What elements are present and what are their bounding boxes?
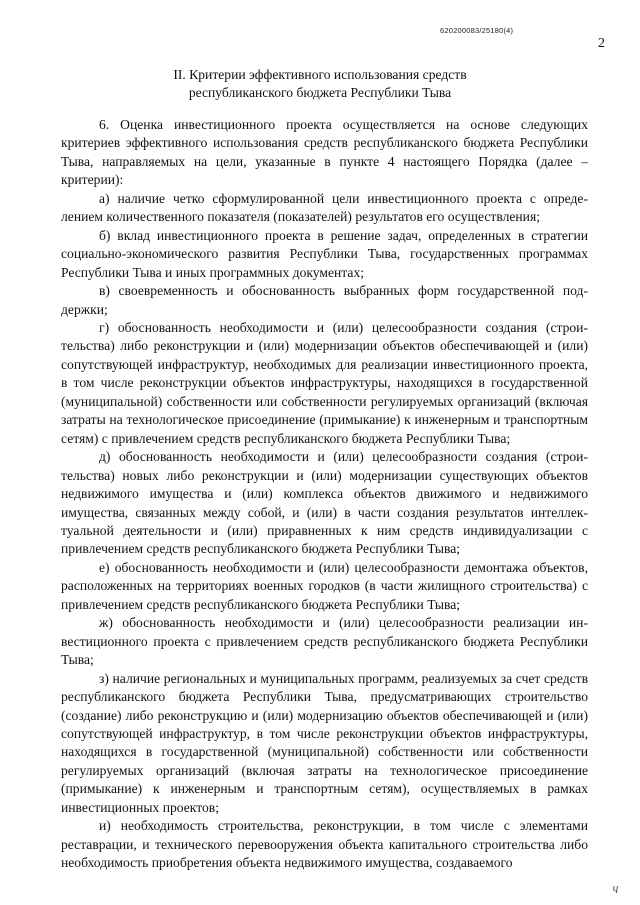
page-number: 2 bbox=[598, 36, 605, 51]
criterion-z: з) наличие региональных и муниципальных программ, реализуемых за счет средств республиканского бюджета Республики Тыва, предусматривающих строительство (создание) либо реконструкцию и (или) модернизацию объектов обеспечивающей и (или) сопутствующей инфраструктур, в том числе реконструкции объектов инфраструктуры, находящихся в государственной (муниципальной) собственности или собственности регулируемых организаций (включая затраты на технологическое присоединение (примыкание) к инженерным и транспортным сетям), осуществляемых в рамках инвестиционных проектов; bbox=[61, 670, 588, 815]
criterion-v: в) своевременность и обоснованность выбранных форм государственной поддержки; bbox=[61, 283, 588, 317]
section-heading-line-1: II. Критерии эффективного использования средств bbox=[173, 67, 467, 82]
criterion-a: а) наличие четко сформулированной цели инвестиционного проекта с определением количественного показателя (показателей) результатов его осуществления; bbox=[61, 190, 588, 225]
criterion-d: д) обоснованность необходимости и (или) целесообразности создания (строительства) новых либо реконструкции и (или) модернизации существующих объектов недвижимого имущества и (или) комплекса объектов движимого и недвижимого имущества, связанных между собой, и (или) в части создания результатов интеллектуальной деятельности и (или) приравненных к ним средств индивидуализации с привлечением средств республиканского бюджета Республики Тыва; bbox=[61, 449, 588, 557]
handwritten-mark: Ч bbox=[612, 885, 619, 895]
criterion-b: б) вклад инвестиционного проекта в решение задач, определенных в стратегии социально-экономического развития Республики Тыва, государственных программах Республики Тыва и иных программных документах; bbox=[61, 227, 588, 280]
criterion-zh: ж) обоснованность необходимости и (или) целесообразности реализации инвестиционного проекта с привлечением средств республиканского бюджета Республики Тыва; bbox=[61, 615, 588, 668]
paragraph-6: 6. Оценка инвестиционного проекта осуществляется на основе следующих критериев эффективного использования средств республиканского бюджета Республики Тыва, направляемых на цели, указанные в пункте 4 настоящего Порядка (далее – критерии): bbox=[61, 117, 588, 188]
document-body bbox=[61, 116, 588, 873]
criterion-i: и) необходимость строительства, реконструкции, в том числе с элементами реставрации, и технического перевооружения объекта капитального строительства либо необходимость приобретения объекта недвижимого имущества, создаваемого bbox=[61, 818, 588, 871]
section-heading-line-2: республиканского бюджета Республики Тыва bbox=[188, 85, 452, 100]
document-code: 620200083/25180(4) bbox=[440, 26, 514, 35]
criterion-e: е) обоснованность необходимости и (или) целесообразности демонтажа объектов, расположенных на территориях военных городков (в части жилищного строительства) с привлечением средств республиканского бюджета Республики Тыва; bbox=[61, 559, 588, 612]
criterion-g: г) обоснованность необходимости и (или) целесообразности создания (строительства) либо реконструкции и (или) модернизации объектов обеспечивающей и (или) сопутствующей инфраструктур, необходимых для реализации инвестиционного проекта, в том числе реконструкции объектов инфраструктуры, находящихся в государственной (муниципальной) собственности или собственности регулируемых организаций (включая затраты на технологическое присоединение (примыкание) к инженерным и транспортным сетям) с привлечением средств республиканского бюджета Республики Тыва; bbox=[61, 319, 588, 446]
section-heading bbox=[60, 66, 580, 102]
